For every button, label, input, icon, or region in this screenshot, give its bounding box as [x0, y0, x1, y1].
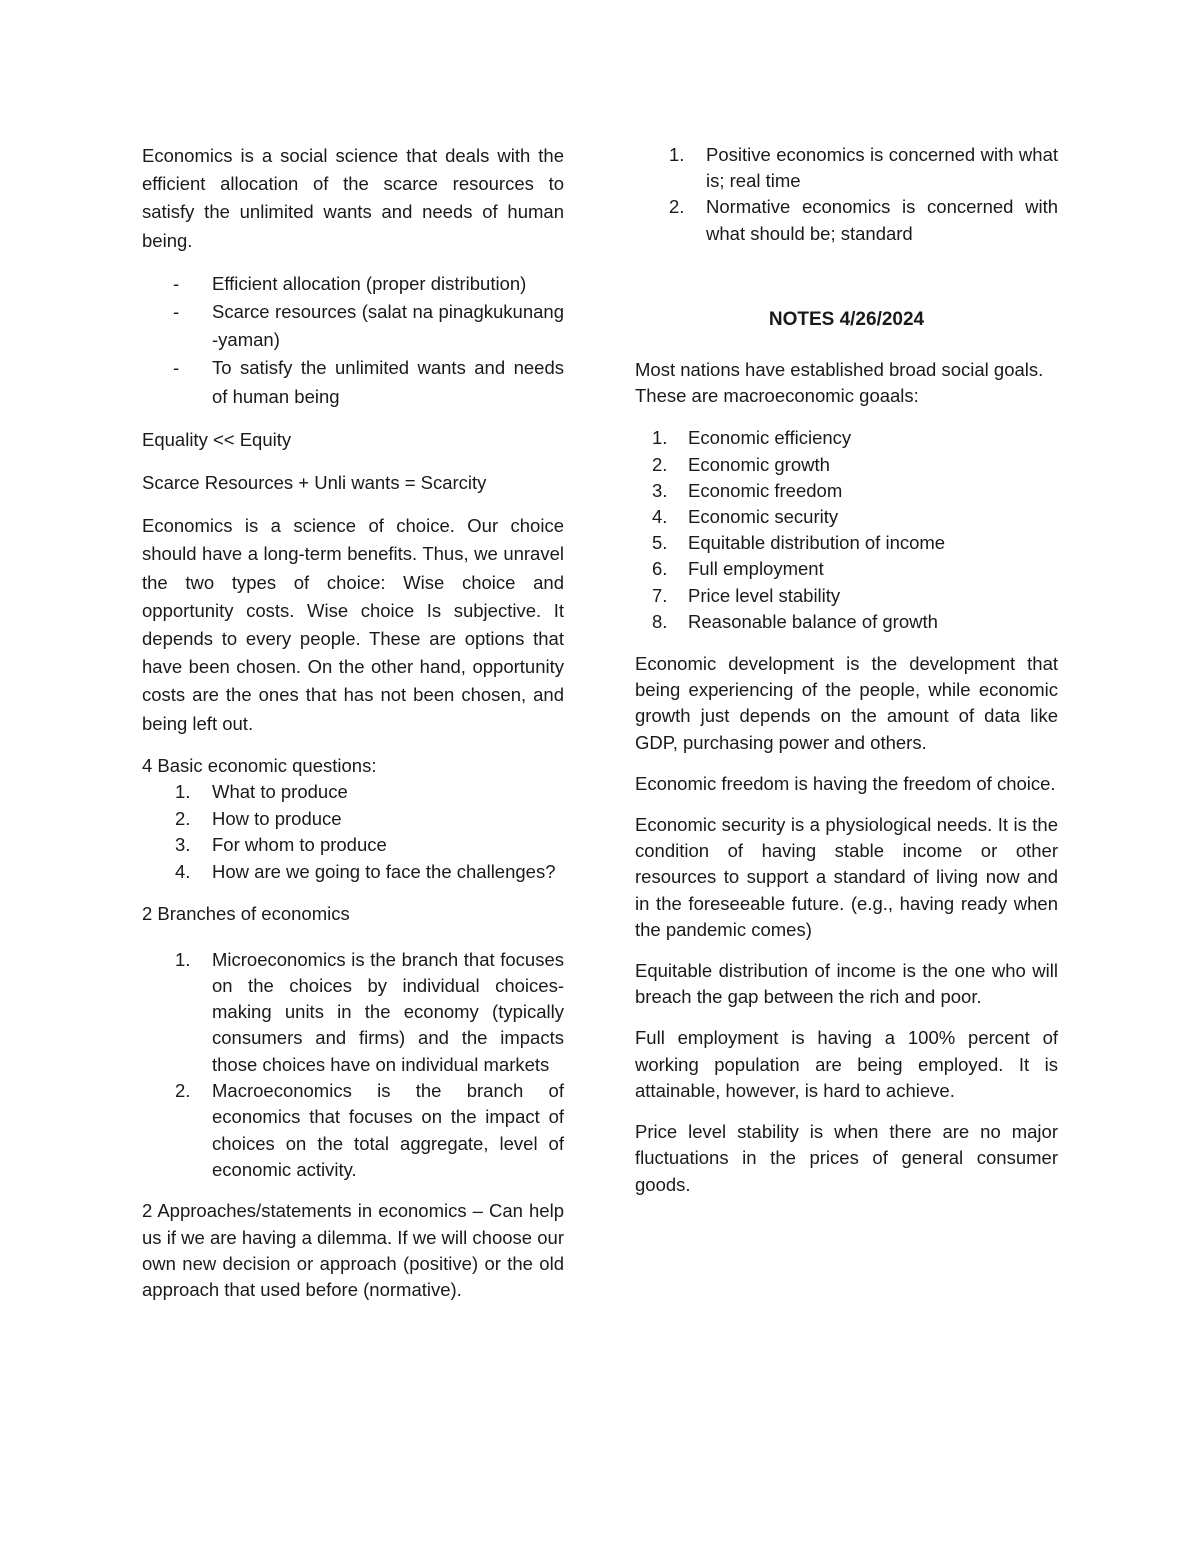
- questions-list: [142, 779, 564, 885]
- intro-dash-list: [142, 270, 564, 411]
- dash-item-text: Scarce resources (salat na pinagkukunang -yaman): [212, 301, 564, 351]
- list-item: [142, 832, 564, 859]
- list-item: [635, 194, 1058, 246]
- list-item-text: How to produce: [212, 807, 342, 829]
- list-number: 1.: [669, 144, 685, 165]
- list-item: [635, 425, 1058, 451]
- approaches-paragraph: 2 Approaches/statements in economics – Can help us if we are having a dilemma. If we will choose our own new decision or approach (positive) or the old approach that used before (normative).: [142, 1200, 564, 1301]
- goals-intro: Most nations have established broad social goals. These are macroeconomic goaals:: [635, 359, 1044, 407]
- list-number: 2.: [175, 1080, 191, 1102]
- development-paragraph: Economic development is the development that being experiencing of the people, while economic growth just depends on the amount of data like GDP, purchasing power and others.: [635, 653, 1058, 753]
- dash-marker: -: [173, 272, 180, 294]
- list-item: [142, 1078, 564, 1183]
- list-number: 4.: [175, 860, 191, 882]
- list-number: 6.: [652, 558, 668, 580]
- list-number: 2.: [669, 196, 685, 218]
- list-item: [635, 609, 1058, 635]
- freedom-paragraph: Economic freedom is having the freedom of choice.: [635, 772, 1056, 794]
- left-column: [142, 142, 564, 1318]
- dash-list-item: [142, 298, 564, 354]
- list-item-text: Equitable distribution of income: [688, 532, 946, 554]
- list-item-text: How are we going to face the challenges?: [212, 860, 556, 882]
- list-number: 3.: [652, 479, 668, 501]
- list-item: [142, 859, 564, 886]
- intro-paragraph: Economics is a social science that deals with the efficient allocation of the scarce resources to satisfy the unlimited wants and needs of human being.: [142, 145, 564, 251]
- branches-title: 2 Branches of economics: [142, 903, 350, 925]
- list-number: 1.: [175, 948, 191, 970]
- dash-item-text: Efficient allocation (proper distribution): [212, 272, 527, 294]
- equitable-paragraph: Equitable distribution of income is the one who will breach the gap between the rich and poor.: [635, 960, 1058, 1008]
- list-item: [635, 452, 1058, 478]
- list-item-text: Full employment: [688, 558, 824, 580]
- list-item: [142, 779, 564, 806]
- list-item: [635, 556, 1058, 582]
- list-item-text: Economic freedom: [688, 479, 843, 501]
- list-number: 8.: [652, 610, 668, 632]
- list-item-text: Macroeconomics is the branch of economics that focuses on the impact of choices on the total aggregate, level of economic activity.: [212, 1080, 564, 1180]
- equality-line: Equality << Equity: [142, 428, 292, 450]
- list-item: [635, 530, 1058, 556]
- list-item-text: Economic security: [688, 506, 839, 528]
- list-item: [635, 583, 1058, 609]
- questions-title: 4 Basic economic questions:: [142, 754, 377, 776]
- list-item: [635, 478, 1058, 504]
- dash-item-text: To satisfy the unlimited wants and needs of human being: [212, 357, 564, 407]
- list-number: 1.: [175, 781, 191, 803]
- list-item-text: Economic efficiency: [688, 427, 852, 449]
- dash-list-item: [142, 270, 564, 298]
- security-paragraph: Economic security is a physiological needs. It is the condition of having stable income or other resources to support a standard of living now and in the foreseeable future. (e.g., having ready when the pandemic comes): [635, 814, 1058, 940]
- list-item: [635, 142, 1058, 194]
- list-item-text: Price level stability: [688, 584, 841, 606]
- list-number: 3.: [175, 834, 191, 856]
- dash-marker: -: [173, 357, 180, 379]
- right-column: [635, 142, 1058, 1213]
- employment-paragraph: Full employment is having a 100% percent of working population are being employed. It is attainable, however, is hard to achieve.: [635, 1027, 1058, 1101]
- list-number: 2.: [652, 453, 668, 475]
- list-item-text: Reasonable balance of growth: [688, 610, 938, 632]
- list-item-text: Economic growth: [688, 453, 830, 475]
- list-item: [635, 504, 1058, 530]
- list-item-text: For whom to produce: [212, 834, 387, 856]
- dash-list-item: [142, 354, 564, 410]
- list-number: 7.: [652, 584, 668, 606]
- list-item-text: Normative economics is concerned with what should be; standard: [706, 196, 1058, 244]
- list-item-text: Positive economics is concerned with what is; real time: [706, 144, 1058, 192]
- stability-paragraph: Price level stability is when there are no major fluctuations in the prices of general consumer goods.: [635, 1121, 1058, 1195]
- list-item: [142, 947, 564, 1078]
- approach-list: [635, 142, 1058, 247]
- list-number: 1.: [652, 427, 668, 449]
- list-number: 5.: [652, 532, 668, 554]
- notes-heading: NOTES 4/26/2024: [768, 308, 925, 330]
- scarcity-line: Scarce Resources + Unli wants = Scarcity: [142, 472, 487, 494]
- list-number: 4.: [652, 506, 668, 528]
- list-item-text: Microeconomics is the branch that focuses on the choices by individual choices-making units in the economy (typically consumers and firms) and the impacts those choices have on individual markets: [212, 948, 564, 1075]
- dash-marker: -: [173, 301, 180, 323]
- choice-paragraph: Economics is a science of choice. Our choice should have a long-term benefits. Thus, we unravel the two types of choice: Wise choice and opportunity costs. Wise choice Is subjective. It depends to every people. These are options that have been chosen. On the other hand, opportunity costs are the ones that has not been chosen, and being left out.: [142, 515, 564, 734]
- list-item-text: What to produce: [212, 781, 348, 803]
- goals-list: [635, 425, 1058, 635]
- list-number: 2.: [175, 807, 191, 829]
- branches-list: [142, 947, 564, 1184]
- list-item: [142, 806, 564, 833]
